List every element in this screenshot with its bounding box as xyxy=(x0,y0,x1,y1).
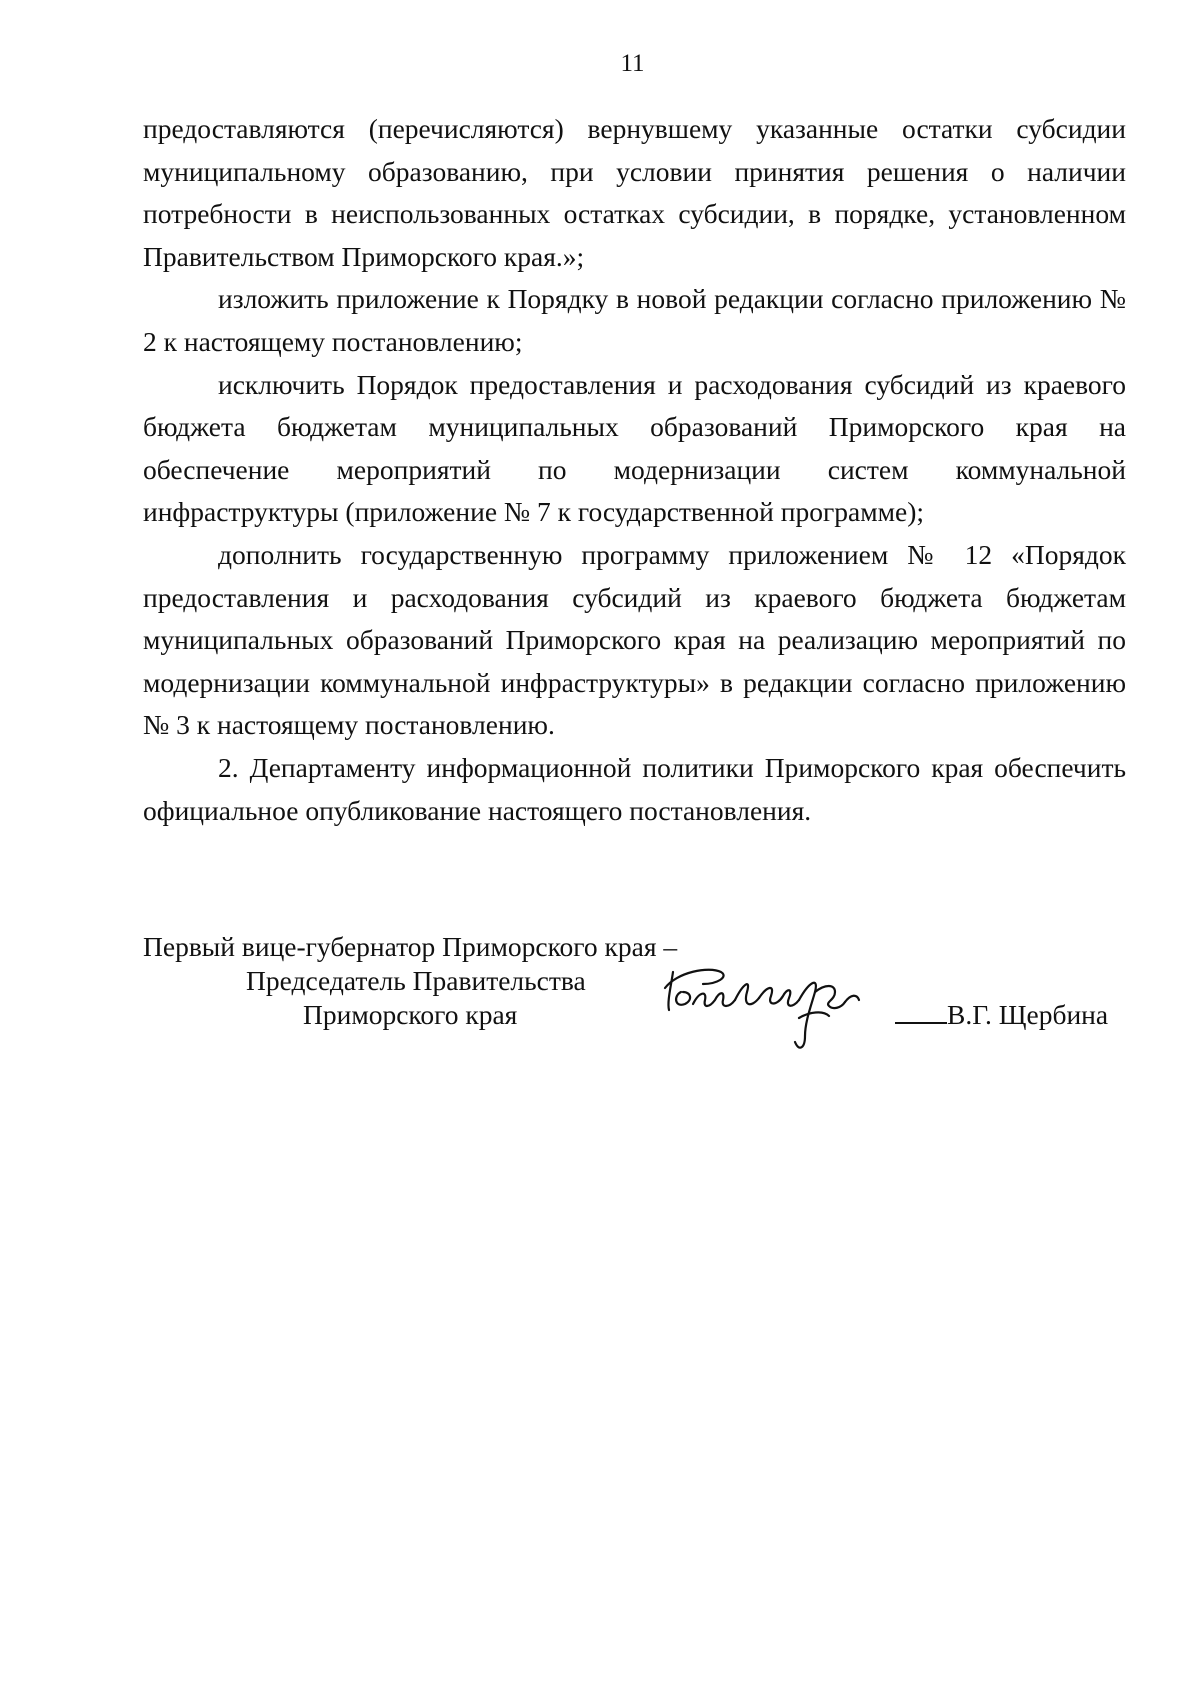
paragraph-continuation: предоставляются (перечисляются) вернувшему указанные остатки субсидии муниципальному образованию, при условии принятия решения о наличии потребности в неиспользованных остатках субсидии, в порядке, установленном Правительством Приморского края.»; xyxy=(143,113,1126,272)
page-number: 11 xyxy=(620,50,645,77)
signer-name: В.Г. Щербина xyxy=(947,999,1109,1030)
signature-block xyxy=(143,930,1133,1070)
signature-underline xyxy=(895,1021,947,1024)
signer-title-line-3: Приморского края xyxy=(303,999,518,1030)
paragraph-add-appendix: дополнить государственную программу приложением № 12 «Порядок предоставления и расходования субсидий из краевого бюджета бюджетам муниципальных образований Приморского края на реализацию мероприятий по модернизации коммунальной инфраструктуры» в редакции согласно приложению № 3 к настоящему постановлению. xyxy=(143,538,1126,741)
signer-title-line-1: Первый вице-губернатор Приморского края – xyxy=(143,931,678,962)
paragraph-exclude-order: исключить Порядок предоставления и расходования субсидий из краевого бюджета бюджетам муниципальных образований Приморского края на обеспечение мероприятий по модернизации систем коммунальной инфраструктуры (приложение № 7 к государственной программе); xyxy=(143,368,1126,528)
paragraph-publication: 2. Департаменту информационной политики Приморского края обеспечить официальное опубликование настоящего постановления. xyxy=(143,751,1126,826)
signer-title-line-2: Председатель Правительства xyxy=(246,965,586,996)
document-body xyxy=(143,108,1126,832)
paragraph-appendix-edit: изложить приложение к Порядку в новой редакции согласно приложению № 2 к настоящему постановлению; xyxy=(143,283,1126,357)
handwritten-signature xyxy=(659,962,884,1072)
signer-name-line xyxy=(895,998,1108,1032)
